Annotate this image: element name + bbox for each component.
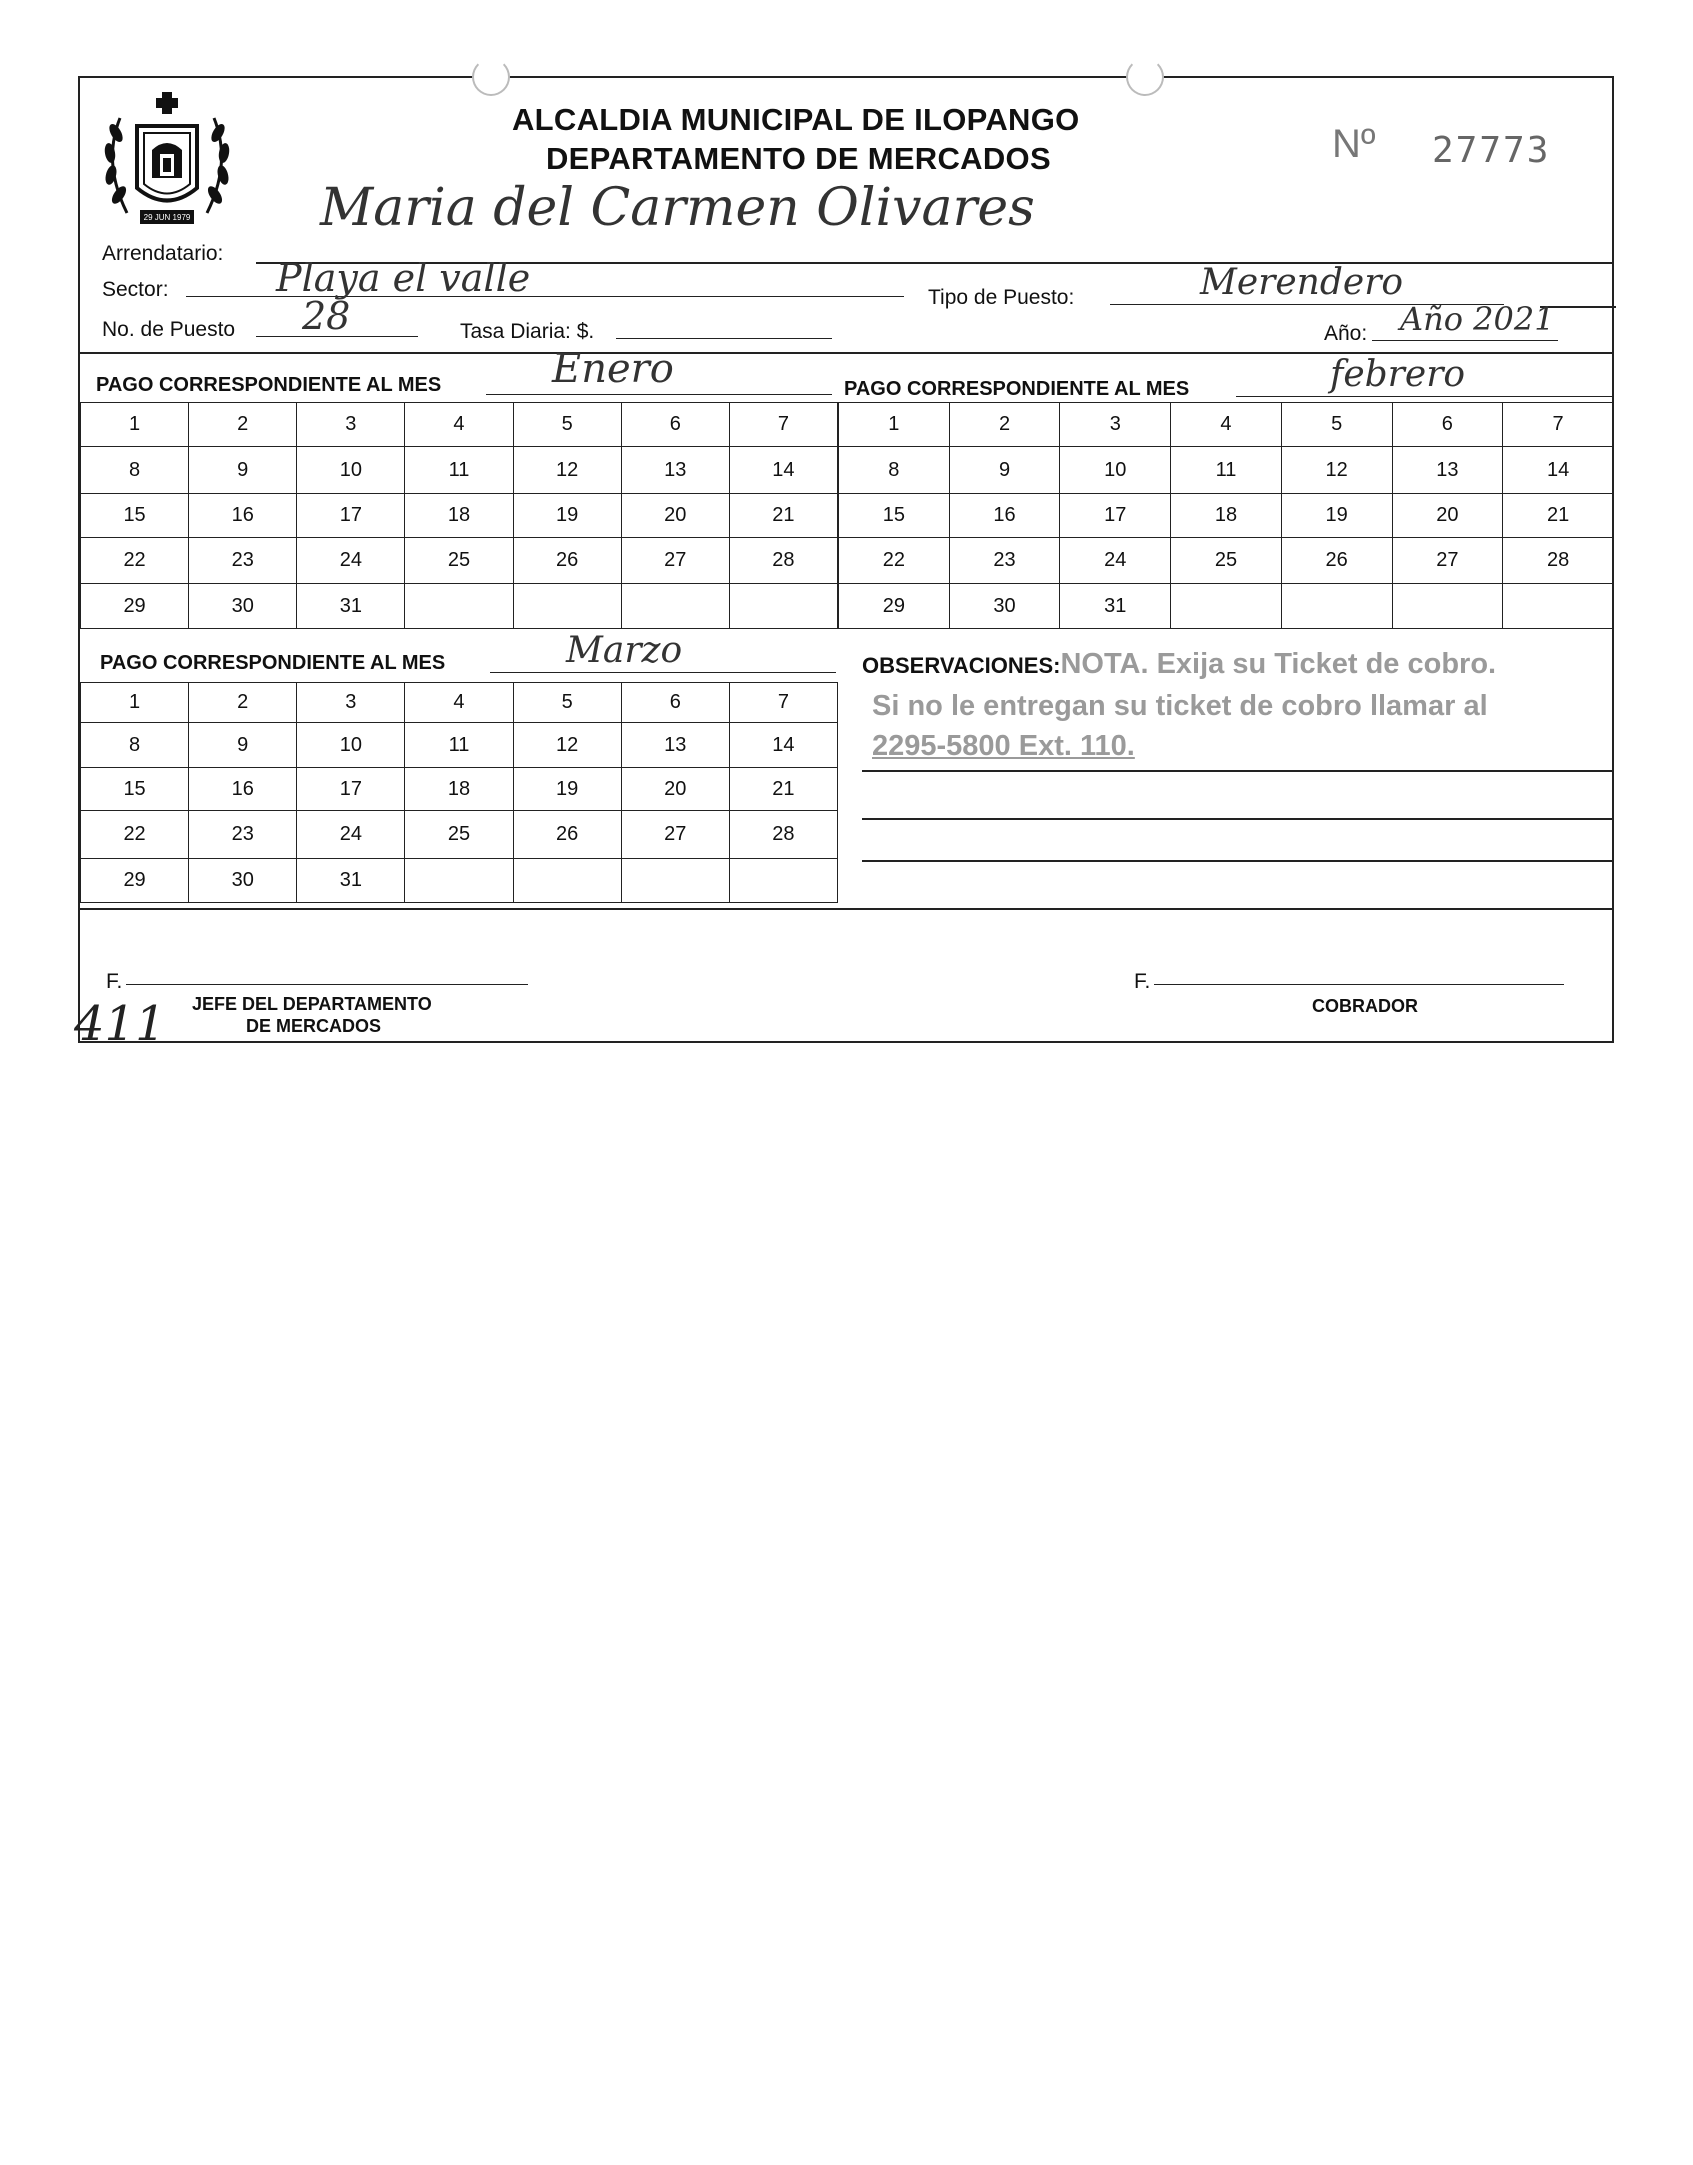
day-cell[interactable]: 15 bbox=[81, 768, 189, 811]
day-cell[interactable]: 28 bbox=[729, 538, 837, 584]
day-cell[interactable]: 7 bbox=[729, 683, 837, 723]
day-cell[interactable]: 17 bbox=[1060, 494, 1171, 538]
day-cell[interactable]: 24 bbox=[297, 811, 405, 859]
nota-line-2: Si no le entregan su ticket de cobro llamar al bbox=[872, 690, 1488, 722]
day-cell[interactable] bbox=[729, 584, 837, 629]
day-cell[interactable]: 17 bbox=[297, 494, 405, 538]
day-cell[interactable]: 1 bbox=[839, 403, 950, 447]
day-cell[interactable]: 5 bbox=[1281, 403, 1392, 447]
day-cell[interactable]: 26 bbox=[513, 538, 621, 584]
day-cell[interactable]: 21 bbox=[729, 494, 837, 538]
day-cell[interactable]: 3 bbox=[1060, 403, 1171, 447]
day-cell[interactable]: 6 bbox=[621, 683, 729, 723]
day-cell[interactable]: 16 bbox=[189, 768, 297, 811]
day-cell[interactable]: 22 bbox=[81, 538, 189, 584]
receipt-card bbox=[74, 76, 1614, 1052]
day-cell[interactable]: 30 bbox=[189, 859, 297, 903]
day-cell[interactable]: 29 bbox=[81, 859, 189, 903]
no-puesto-value: 28 bbox=[302, 294, 351, 338]
observaciones-section bbox=[862, 648, 1496, 681]
day-cell[interactable]: 8 bbox=[81, 723, 189, 768]
grid-row bbox=[839, 538, 1614, 584]
day-cell[interactable]: 21 bbox=[729, 768, 837, 811]
day-cell[interactable]: 22 bbox=[81, 811, 189, 859]
nota-line-3: 2295-5800 Ext. 110. bbox=[872, 730, 1135, 762]
firma-jefe-label: F. bbox=[106, 970, 123, 993]
day-cell[interactable]: 8 bbox=[81, 447, 189, 494]
day-cell[interactable]: 29 bbox=[839, 584, 950, 629]
day-cell[interactable]: 20 bbox=[1392, 494, 1503, 538]
grid-row bbox=[81, 811, 838, 859]
grid-row bbox=[81, 447, 838, 494]
arrendatario-label: Arrendatario: bbox=[102, 242, 224, 265]
arrendatario-value: Maria del Carmen Olivares bbox=[320, 178, 1035, 238]
day-cell[interactable]: 17 bbox=[297, 768, 405, 811]
day-cell[interactable]: 25 bbox=[405, 811, 513, 859]
day-cell[interactable]: 12 bbox=[513, 723, 621, 768]
day-cell[interactable] bbox=[405, 584, 513, 629]
day-cell[interactable]: 19 bbox=[1281, 494, 1392, 538]
sector-value: Playa el valle bbox=[276, 256, 531, 300]
margin-handwritten-note: 411 bbox=[74, 996, 166, 1052]
grid-row bbox=[81, 403, 838, 447]
day-cell[interactable]: 1 bbox=[81, 403, 189, 447]
cobrador-role: COBRADOR bbox=[1312, 996, 1418, 1016]
day-cell[interactable]: 23 bbox=[189, 538, 297, 584]
day-cell[interactable]: 22 bbox=[839, 538, 950, 584]
tipo-puesto-value: Merendero bbox=[1200, 262, 1404, 303]
day-cell[interactable]: 27 bbox=[621, 538, 729, 584]
day-cell[interactable]: 9 bbox=[949, 447, 1060, 494]
municipal-seal-logo bbox=[92, 88, 242, 238]
day-cell[interactable]: 23 bbox=[189, 811, 297, 859]
day-cell[interactable]: 4 bbox=[405, 683, 513, 723]
day-cell[interactable]: 11 bbox=[405, 447, 513, 494]
jefe-role-line-2: DE MERCADOS bbox=[246, 1016, 382, 1036]
grid-row bbox=[839, 584, 1614, 629]
day-cell[interactable] bbox=[621, 859, 729, 903]
day-cell[interactable]: 16 bbox=[189, 494, 297, 538]
day-cell[interactable]: 1 bbox=[81, 683, 189, 723]
day-cell[interactable]: 28 bbox=[1503, 538, 1614, 584]
day-cell[interactable]: 30 bbox=[189, 584, 297, 629]
grid-row bbox=[81, 768, 838, 811]
day-cell[interactable] bbox=[1281, 584, 1392, 629]
day-cell[interactable]: 28 bbox=[729, 811, 837, 859]
receipt-number: 27773 bbox=[1432, 130, 1551, 171]
day-cell[interactable]: 26 bbox=[1281, 538, 1392, 584]
day-cell[interactable]: 9 bbox=[189, 723, 297, 768]
grid-row bbox=[81, 859, 838, 903]
day-cell[interactable]: 12 bbox=[513, 447, 621, 494]
day-cell[interactable]: 8 bbox=[839, 447, 950, 494]
day-cell[interactable]: 31 bbox=[297, 859, 405, 903]
day-cell[interactable]: 2 bbox=[949, 403, 1060, 447]
day-cell[interactable]: 13 bbox=[621, 723, 729, 768]
day-cell[interactable]: 2 bbox=[189, 683, 297, 723]
title-line-1: ALCALDIA MUNICIPAL DE ILOPANGO bbox=[512, 102, 1080, 137]
day-cell[interactable]: 5 bbox=[513, 403, 621, 447]
day-cell[interactable]: 29 bbox=[81, 584, 189, 629]
sector-label: Sector: bbox=[102, 278, 169, 301]
day-cell[interactable]: 3 bbox=[297, 403, 405, 447]
mes-3-value: Marzo bbox=[566, 630, 683, 671]
mes-2-label: PAGO CORRESPONDIENTE AL MES bbox=[844, 378, 1190, 400]
firma-cobrador-label: F. bbox=[1134, 970, 1151, 993]
grid-row bbox=[839, 403, 1614, 447]
day-cell[interactable] bbox=[1171, 584, 1282, 629]
grid-row bbox=[81, 494, 838, 538]
day-cell[interactable]: 23 bbox=[949, 538, 1060, 584]
day-cell[interactable]: 5 bbox=[513, 683, 621, 723]
jefe-role-line-1: JEFE DEL DEPARTAMENTO bbox=[192, 994, 432, 1014]
title-line-2: DEPARTAMENTO DE MERCADOS bbox=[546, 141, 1051, 176]
day-cell[interactable] bbox=[729, 859, 837, 903]
grid-row bbox=[839, 447, 1614, 494]
punch-hole bbox=[472, 58, 510, 96]
anio-label: Año: bbox=[1324, 322, 1368, 345]
no-puesto-label: No. de Puesto bbox=[102, 318, 236, 341]
day-cell[interactable]: 19 bbox=[513, 768, 621, 811]
day-cell[interactable]: 7 bbox=[1503, 403, 1614, 447]
day-cell[interactable] bbox=[1392, 584, 1503, 629]
day-cell[interactable]: 24 bbox=[1060, 538, 1171, 584]
day-cell[interactable] bbox=[405, 859, 513, 903]
day-cell[interactable]: 14 bbox=[1503, 447, 1614, 494]
anio-value: Año 2021 bbox=[1400, 300, 1555, 338]
day-cell[interactable]: 18 bbox=[405, 494, 513, 538]
day-cell[interactable]: 25 bbox=[405, 538, 513, 584]
mes-2-grid bbox=[838, 402, 1614, 629]
day-cell[interactable]: 14 bbox=[729, 723, 837, 768]
day-cell[interactable] bbox=[513, 584, 621, 629]
seal-date: 29 JUN 1979 bbox=[143, 213, 191, 222]
mes-3-grid bbox=[80, 682, 838, 903]
day-cell[interactable]: 7 bbox=[729, 403, 837, 447]
day-cell[interactable]: 11 bbox=[405, 723, 513, 768]
nota-line-1: NOTA. Exija su Ticket de cobro. bbox=[1060, 648, 1497, 680]
day-cell[interactable]: 31 bbox=[1060, 584, 1171, 629]
day-cell[interactable]: 15 bbox=[839, 494, 950, 538]
day-cell[interactable]: 21 bbox=[1503, 494, 1614, 538]
day-cell[interactable]: 11 bbox=[1171, 447, 1282, 494]
day-cell[interactable]: 19 bbox=[513, 494, 621, 538]
day-cell[interactable] bbox=[513, 859, 621, 903]
punch-hole bbox=[1126, 58, 1164, 96]
grid-row bbox=[81, 723, 838, 768]
day-cell[interactable]: 20 bbox=[621, 768, 729, 811]
day-cell[interactable]: 20 bbox=[621, 494, 729, 538]
day-cell[interactable]: 10 bbox=[297, 723, 405, 768]
grid-row bbox=[81, 538, 838, 584]
observaciones-label: OBSERVACIONES: bbox=[862, 653, 1061, 678]
day-cell[interactable]: 15 bbox=[81, 494, 189, 538]
day-cell[interactable]: 18 bbox=[1171, 494, 1282, 538]
grid-row bbox=[81, 683, 838, 723]
day-cell[interactable]: 31 bbox=[297, 584, 405, 629]
day-cell[interactable]: 18 bbox=[405, 768, 513, 811]
mes-2-value: febrero bbox=[1330, 354, 1466, 395]
day-cell[interactable]: 10 bbox=[1060, 447, 1171, 494]
number-label: Nº bbox=[1332, 122, 1376, 166]
grid-row bbox=[81, 584, 838, 629]
day-cell[interactable]: 10 bbox=[297, 447, 405, 494]
day-cell[interactable]: 6 bbox=[621, 403, 729, 447]
mes-3-label: PAGO CORRESPONDIENTE AL MES bbox=[100, 652, 446, 674]
day-cell[interactable]: 9 bbox=[189, 447, 297, 494]
day-cell[interactable]: 26 bbox=[513, 811, 621, 859]
day-cell[interactable]: 2 bbox=[189, 403, 297, 447]
day-cell[interactable]: 16 bbox=[949, 494, 1060, 538]
day-cell[interactable]: 25 bbox=[1171, 538, 1282, 584]
grid-row bbox=[839, 494, 1614, 538]
mes-1-label: PAGO CORRESPONDIENTE AL MES bbox=[96, 374, 442, 396]
mes-1-value: Enero bbox=[552, 346, 674, 392]
day-cell[interactable]: 4 bbox=[405, 403, 513, 447]
day-cell[interactable]: 3 bbox=[297, 683, 405, 723]
day-cell[interactable]: 30 bbox=[949, 584, 1060, 629]
day-cell[interactable]: 27 bbox=[1392, 538, 1503, 584]
day-cell[interactable]: 13 bbox=[1392, 447, 1503, 494]
tipo-puesto-label: Tipo de Puesto: bbox=[928, 286, 1075, 309]
day-cell[interactable]: 24 bbox=[297, 538, 405, 584]
day-cell[interactable] bbox=[1503, 584, 1614, 629]
day-cell[interactable]: 27 bbox=[621, 811, 729, 859]
mes-1-grid bbox=[80, 402, 838, 629]
tasa-diaria-label: Tasa Diaria: $. bbox=[460, 320, 595, 343]
day-cell[interactable]: 12 bbox=[1281, 447, 1392, 494]
day-cell[interactable]: 6 bbox=[1392, 403, 1503, 447]
day-cell[interactable] bbox=[621, 584, 729, 629]
day-cell[interactable]: 4 bbox=[1171, 403, 1282, 447]
day-cell[interactable]: 14 bbox=[729, 447, 837, 494]
day-cell[interactable]: 13 bbox=[621, 447, 729, 494]
